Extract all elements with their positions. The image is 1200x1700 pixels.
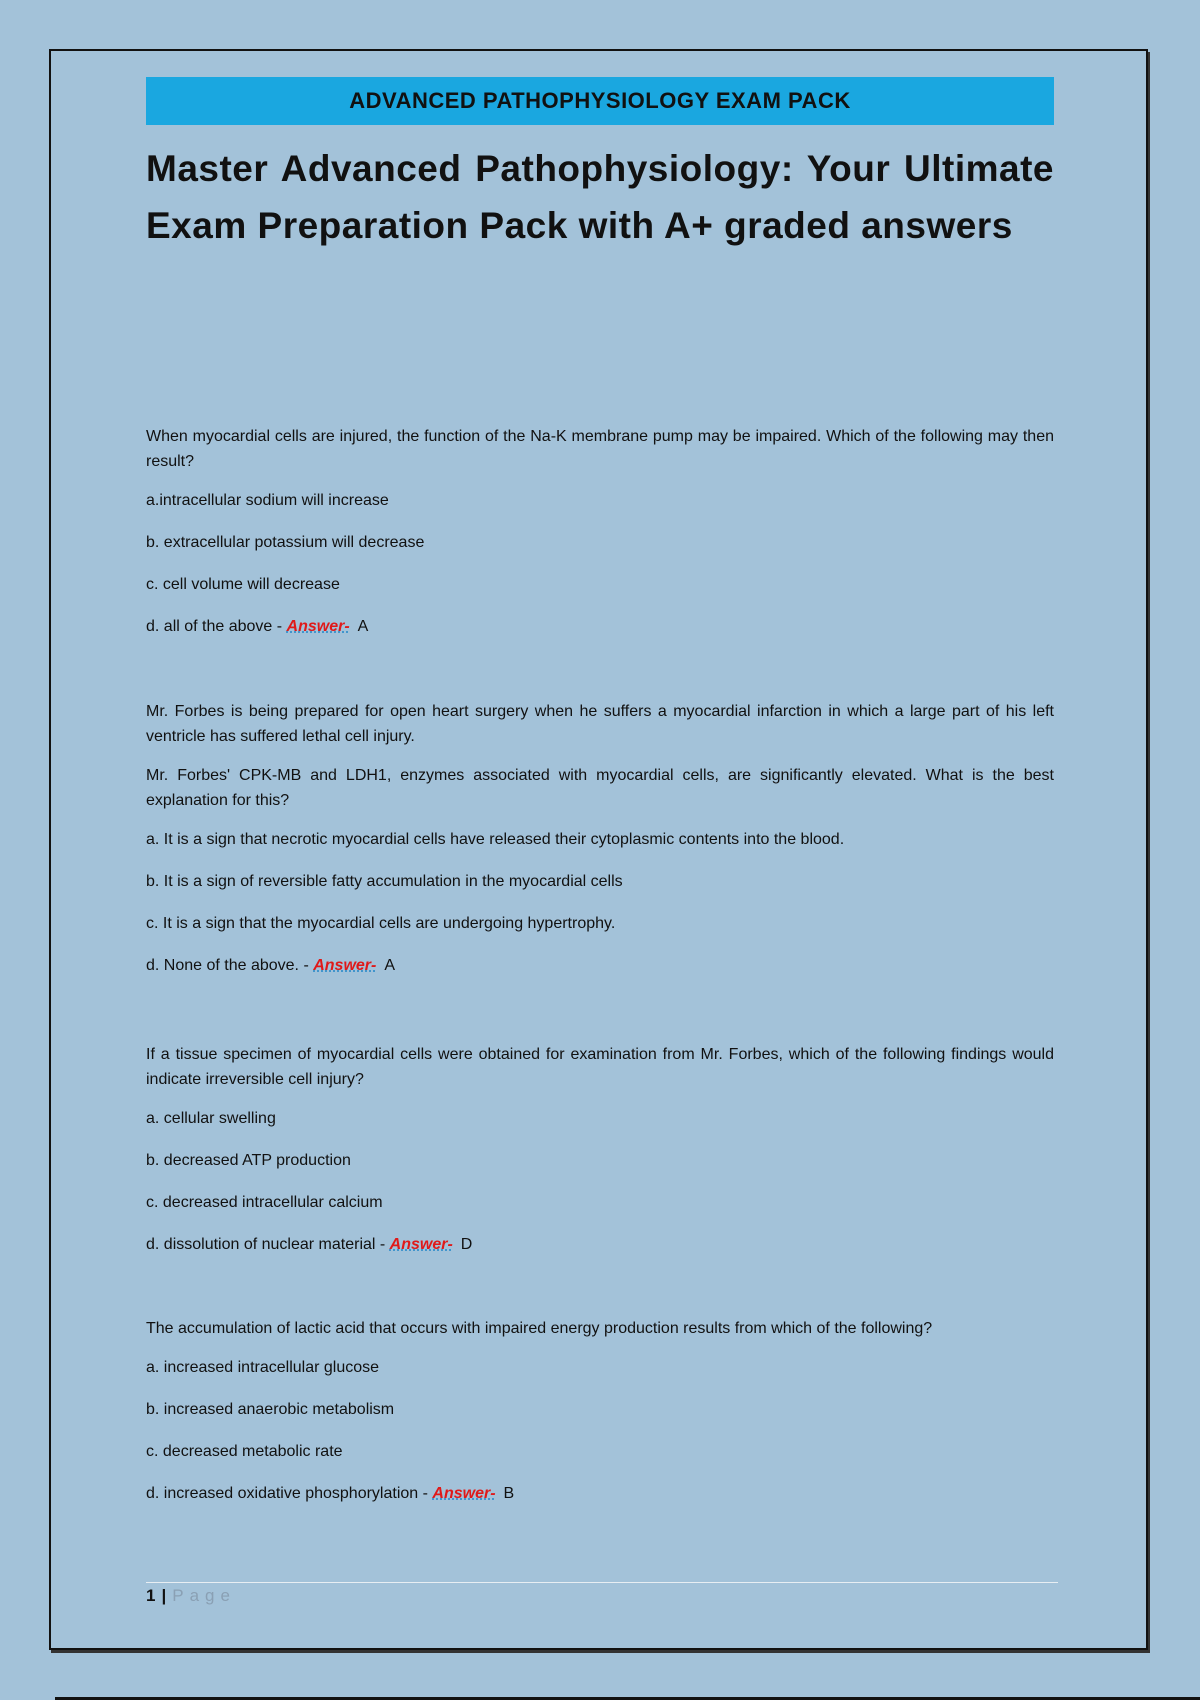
option-a: a. It is a sign that necrotic myocardial cells have released their cytoplasmic contents into the blood. [146,831,845,848]
answer-label: Answer- [432,1485,496,1502]
question-stem: The accumulation of lactic acid that occurs with impaired energy production results from which of the following? [146,1320,933,1337]
option-a: a. cellular swelling [146,1110,276,1127]
answer-value: A [357,618,369,635]
question-3 [146,1042,1054,1274]
option-a: a. increased intracellular glucose [146,1359,380,1376]
option-b: b. It is a sign of reversible fatty accumulation in the myocardial cells [146,873,623,890]
option-b: b. extracellular potassium will decrease [146,534,425,551]
option-d [146,953,1054,978]
option-d-text: d. None of the above. - [146,957,314,974]
option-d [146,1232,1054,1257]
page-word: Page [172,1586,236,1605]
option-b: b. decreased ATP production [146,1152,351,1169]
answer-value: D [460,1236,473,1253]
question-stem: If a tissue specimen of myocardial cells were obtained for examination from Mr. Forbes, which of the following findings would indicate irreversible cell injury? [146,1046,1054,1088]
question-stem: When myocardial cells are injured, the function of the Na-K membrane pump may be impaired. Which of the following may then result? [146,428,1054,470]
question-2 [146,699,1054,995]
header-banner: ADVANCED PATHOPHYSIOLOGY EXAM PACK [146,77,1054,125]
option-d [146,614,1054,639]
option-c: c. It is a sign that the myocardial cells are undergoing hypertrophy. [146,915,616,932]
footer-separator: | [161,1586,167,1605]
option-c: c. decreased intracellular calcium [146,1194,383,1211]
option-d-text: d. all of the above - [146,618,287,635]
option-b: b. increased anaerobic metabolism [146,1401,395,1418]
option-d-text: d. dissolution of nuclear material - [146,1236,390,1253]
question-4 [146,1316,1054,1523]
option-d [146,1481,1054,1506]
page-footer [146,1586,236,1606]
option-d-text: d. increased oxidative phosphorylation - [146,1485,433,1502]
answer-label: Answer- [286,618,350,635]
footer-divider [146,1582,1058,1583]
question-stem-continued: Mr. Forbes' CPK-MB and LDH1, enzymes associated with myocardial cells, are significantly elevated. What is the best explanation for this? [146,767,1054,809]
option-c: c. decreased metabolic rate [146,1443,343,1460]
answer-value: A [384,957,396,974]
page-number: 1 [146,1586,156,1605]
option-c: c. cell volume will decrease [146,576,340,593]
answer-label: Answer- [313,957,377,974]
answer-value: B [503,1485,515,1502]
question-stem: Mr. Forbes is being prepared for open heart surgery when he suffers a myocardial infarction in which a large part of his left ventricle has suffered lethal cell injury. [146,703,1054,745]
question-1 [146,424,1054,656]
page-title: Master Advanced Pathophysiology: Your Ultimate Exam Preparation Pack with A+ graded answers [146,148,1054,246]
option-a: a.intracellular sodium will increase [146,492,389,509]
answer-label: Answer- [389,1236,453,1253]
